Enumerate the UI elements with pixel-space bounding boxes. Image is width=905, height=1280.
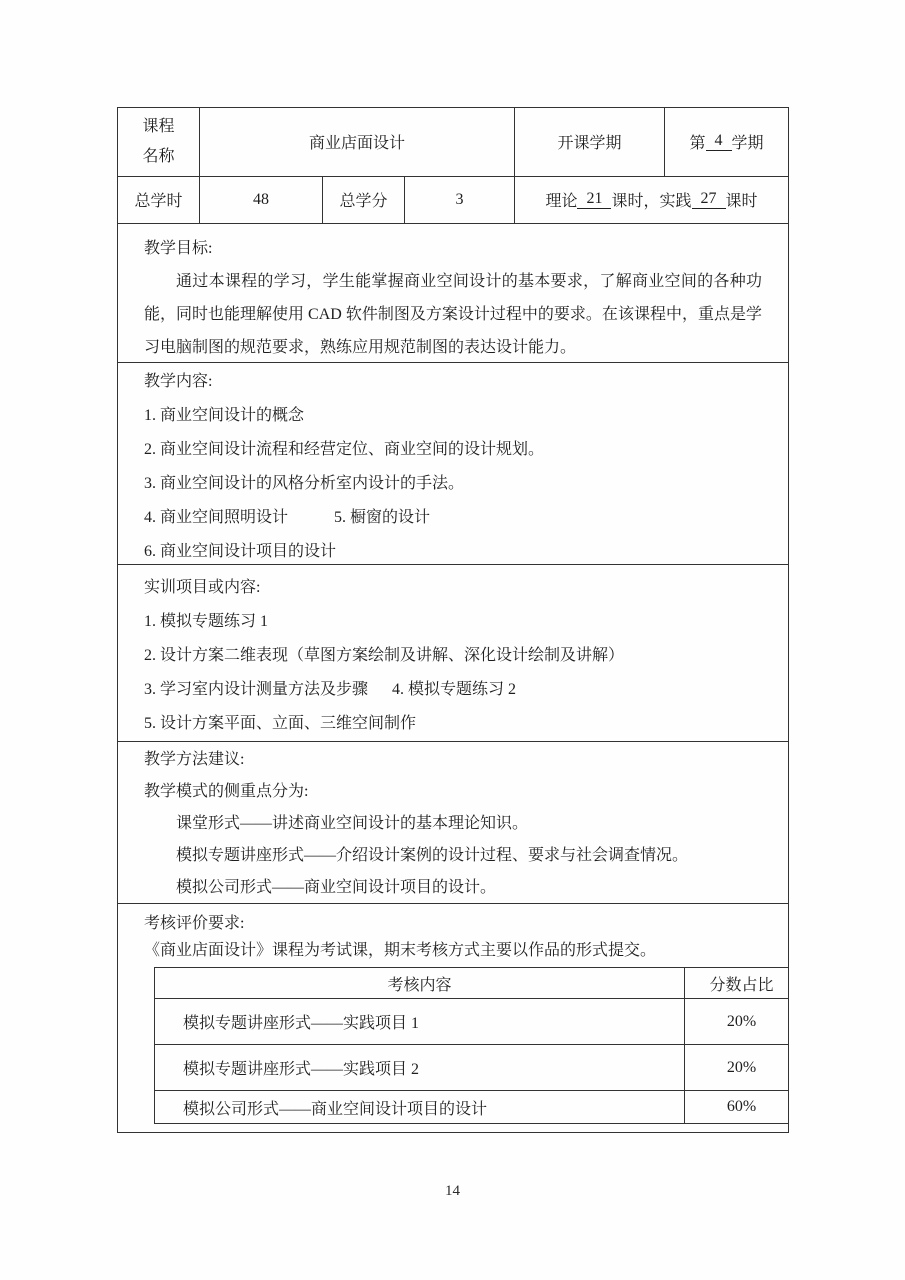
course-name-value: 商业店面设计: [308, 135, 405, 153]
content-item: 3. 商业空间设计的风格分析室内设计的手法。: [144, 474, 465, 492]
assessment-row-score-cell: [685, 999, 788, 1044]
practice-item: 1. 模拟专题练习 1: [144, 613, 269, 631]
methods-section: [118, 742, 788, 904]
practice-item: 2. 设计方案二维表现（草图方案绘制及讲解、深化设计绘制及讲解）: [144, 647, 625, 665]
theory-hours-label: 理论: [545, 193, 578, 211]
methods-row: [118, 742, 788, 905]
term-prefix: 第: [689, 135, 706, 153]
assessment-title: 考核评价要求:: [144, 915, 245, 933]
methods-item: 模拟公司形式——商业空间设计项目的设计。: [176, 878, 497, 896]
page-number: 14: [445, 1183, 460, 1199]
content-section: [118, 363, 788, 565]
practice-section: [118, 565, 788, 741]
content-item: 5. 橱窗的设计: [334, 508, 431, 526]
content-item: 4. 商业空间照明设计: [144, 508, 289, 526]
term-suffix: 学期: [731, 135, 764, 153]
total-hours-label-cell: [118, 177, 200, 223]
assessment-section: [118, 904, 788, 1132]
course-name-value-cell: [200, 108, 515, 176]
course-name-label: 课程 名称: [142, 117, 175, 165]
methods-title: 教学方法建议:: [144, 750, 245, 768]
assessment-header-score: 分数占比: [709, 976, 774, 994]
total-credits-label-cell: [323, 177, 405, 223]
methods-item: 模拟专题讲座形式——介绍设计案例的设计过程、要求与社会调查情况。: [176, 846, 689, 864]
hours-split-cell: [515, 177, 788, 223]
assessment-header-content-cell: [155, 968, 685, 998]
assessment-row: [118, 904, 788, 1132]
total-credits-value-cell: [405, 177, 515, 223]
total-credits-value: 3: [455, 190, 464, 208]
hours-suffix-text: 课时: [725, 193, 758, 211]
practice-hours-value: 27: [692, 190, 726, 209]
content-item-pair: [144, 501, 762, 535]
assessment-row-content: 模拟公司形式——商业空间设计项目的设计: [183, 1100, 488, 1118]
objectives-title: 教学目标:: [144, 239, 213, 257]
objectives-paragraph: 通过本课程的学习，学生能掌握商业空间设计的基本要求，了解商业空间的各种功能，同时也能理解使用 CAD 软件制图及方案设计过程中的要求。在该课程中，重点是学习电脑制图的规范要求，熟练应用规范制图的表达设计能力。: [144, 272, 762, 356]
assessment-row-content-cell: [155, 999, 685, 1044]
course-name-row: [118, 108, 788, 177]
assessment-row-score: 60%: [726, 1098, 757, 1116]
total-hours-value: 48: [253, 190, 269, 208]
term-label-cell: [515, 108, 665, 176]
assessment-row-content-cell: [155, 1045, 685, 1090]
hours-credits-row: [118, 177, 788, 224]
term-value-cell: [665, 108, 788, 176]
assessment-row-content: 模拟专题讲座形式——实践项目 2: [183, 1061, 420, 1079]
assessment-row-score: 20%: [726, 1058, 757, 1076]
practice-item: 4. 模拟专题练习 2: [392, 681, 517, 699]
term-label: 开课学期: [557, 135, 622, 153]
assessment-table-row: [155, 998, 788, 1044]
course-name-label-cell: [118, 108, 200, 176]
assessment-row-content-cell: [155, 1091, 685, 1123]
methods-subtitle: 教学模式的侧重点分为:: [144, 782, 309, 800]
content-item: 6. 商业空间设计项目的设计: [144, 542, 337, 560]
objectives-row: [118, 224, 788, 363]
practice-item: 3. 学习室内设计测量方法及步骤: [144, 681, 369, 699]
assessment-table-header: [155, 968, 788, 998]
practice-item-pair: [144, 673, 762, 707]
assessment-row-score-cell: [685, 1045, 788, 1090]
assessment-table-row: [155, 1044, 788, 1090]
theory-hours-value: 21: [577, 190, 611, 209]
assessment-note: 《商业店面设计》课程为考试课，期末考核方式主要以作品的形式提交。: [144, 942, 657, 960]
assessment-row-score-cell: [685, 1091, 788, 1123]
syllabus-table: [117, 107, 789, 1133]
practice-item: 5. 设计方案平面、立面、三维空间制作: [144, 715, 417, 733]
term-value-underlined: 4: [706, 132, 732, 151]
assessment-header-score-cell: [685, 968, 788, 998]
objectives-section: [118, 224, 788, 362]
assessment-table-row: [155, 1090, 788, 1123]
assessment-row-score: 20%: [726, 1012, 757, 1030]
assessment-header-content: 考核内容: [387, 976, 452, 994]
total-credits-label: 总学分: [339, 193, 388, 211]
total-hours-label: 总学时: [134, 193, 183, 211]
methods-item: 课堂形式——讲述商业空间设计的基本理论知识。: [176, 814, 529, 832]
content-title: 教学内容:: [144, 372, 213, 390]
content-item: 1. 商业空间设计的概念: [144, 406, 305, 424]
assessment-row-content: 模拟专题讲座形式——实践项目 1: [183, 1015, 420, 1033]
total-hours-value-cell: [200, 177, 323, 223]
hours-middle-text: 课时，实践: [611, 193, 692, 211]
practice-row: [118, 565, 788, 742]
practice-title: 实训项目或内容:: [144, 579, 261, 597]
content-row: [118, 363, 788, 566]
assessment-table: [154, 967, 788, 1124]
content-item: 2. 商业空间设计流程和经营定位、商业空间的设计规划。: [144, 440, 545, 458]
